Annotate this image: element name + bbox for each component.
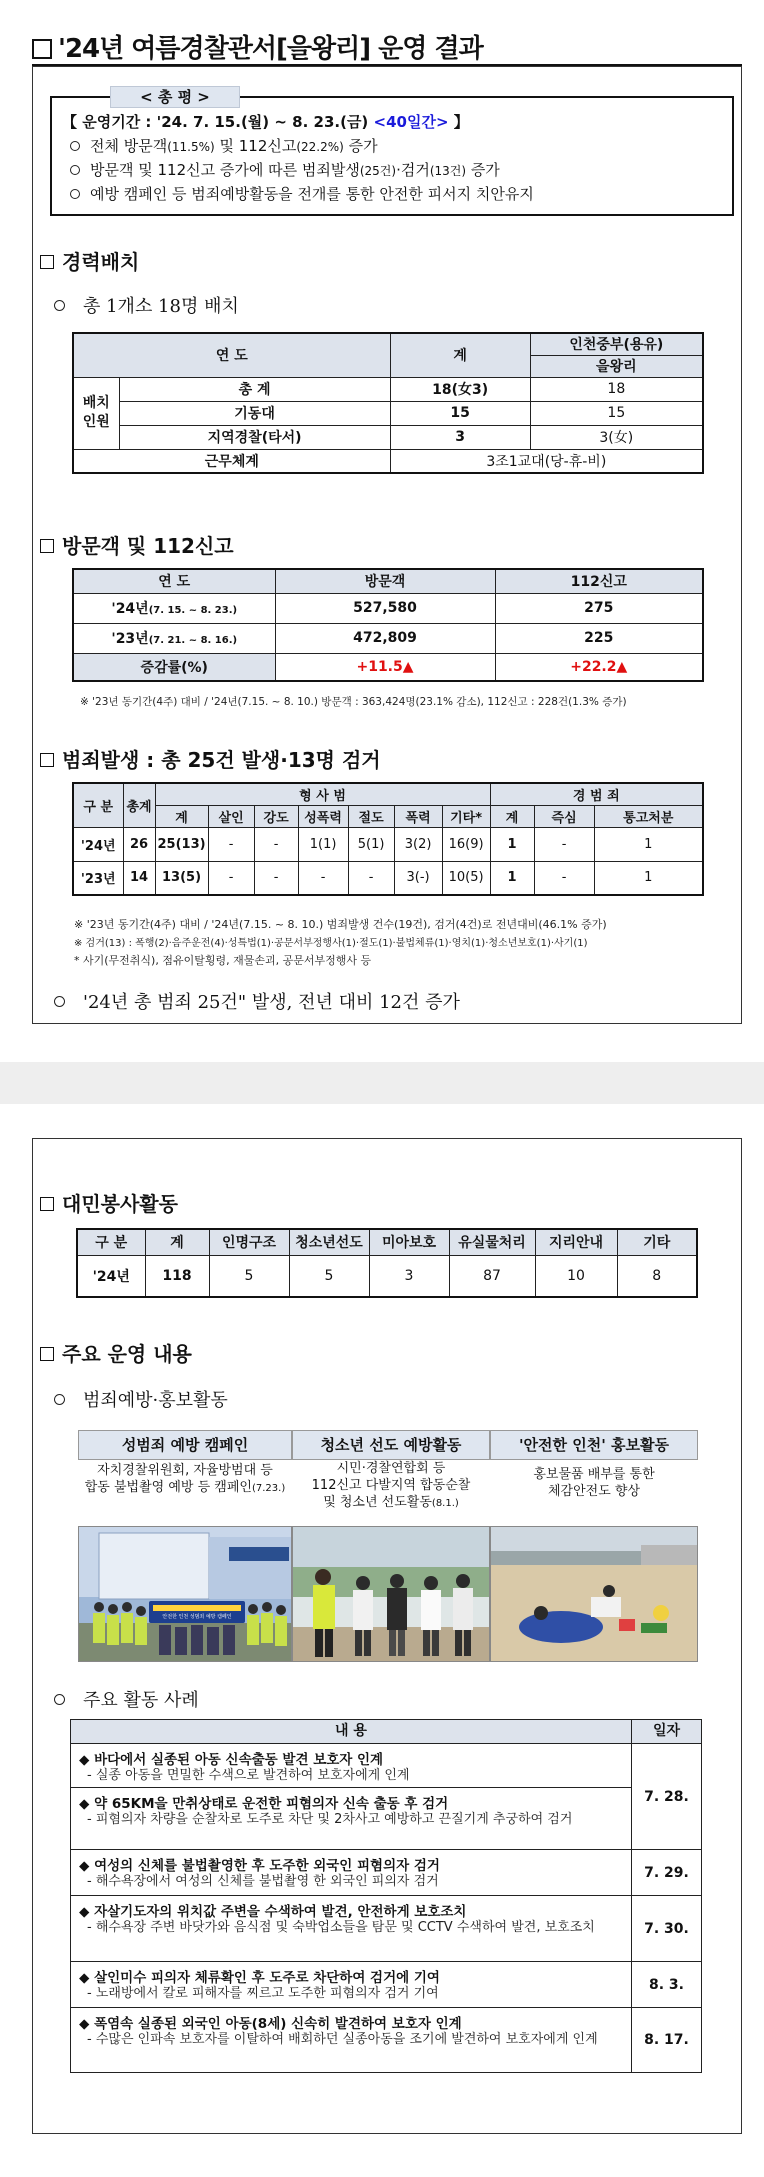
th-etc: 기타 [617, 1229, 697, 1255]
page-gap [0, 1062, 764, 1104]
crime-cell: 3(-) [394, 861, 442, 895]
visitors-cell: 472,809 [275, 623, 495, 653]
desc-date: (8.1.) [431, 1498, 459, 1509]
section-visitors [40, 530, 234, 559]
bullet-end: 증가 [343, 137, 378, 155]
bullet-icon [70, 141, 80, 151]
crime-year: '23년 [73, 861, 123, 895]
th-rescue: 인명구조 [209, 1229, 289, 1255]
row-total: 15 [390, 401, 530, 425]
photo-label-youth: 청소년 선도 예방활동 [292, 1430, 490, 1460]
shift-label: 근무체계 [73, 449, 390, 473]
date-cell-1: 7. 28. [631, 1744, 701, 1850]
crime-cell: 25(13) [155, 827, 208, 861]
th-sub: 강도 [254, 805, 298, 827]
th-sub: 통고처분 [594, 805, 703, 827]
bullet-text: 전체 방문객 [90, 137, 168, 155]
activity-title: ◆ 폭염속 실종된 외국인 아동(8세) 신속히 발견하여 보호자 인계 [79, 2016, 462, 2032]
summary-period [62, 110, 722, 134]
photo-label-safe-incheon: '안전한 인천' 홍보활동 [490, 1430, 698, 1460]
shift-value: 3조1교대(당-휴-비) [390, 449, 703, 473]
bullet-count: (25건) [359, 164, 397, 178]
th-year: 연 도 [73, 333, 390, 377]
th-sub: 성폭력 [298, 805, 348, 827]
photo-youth [292, 1526, 490, 1662]
section-crime [40, 744, 381, 773]
square-icon [40, 753, 54, 767]
sub-text: 총 1개소 18명 배치 [83, 296, 239, 317]
period: (7. 21. ~ 8. 16.) [148, 635, 238, 646]
activity-row-4 [71, 1896, 631, 1962]
date-cell-2: 7. 29. [631, 1850, 701, 1896]
photo-campaign [78, 1526, 292, 1662]
activity-table [70, 1719, 702, 2073]
period: (7. 15. ~ 8. 23.) [148, 605, 238, 616]
crime-cell: - [254, 827, 298, 861]
year: '23년 [111, 631, 149, 647]
th-total: 계 [390, 333, 530, 377]
desc-date: (7.23.) [251, 1483, 286, 1494]
activity-row-3 [71, 1850, 631, 1896]
activity-row-1 [71, 1744, 631, 1788]
row-total: 18(女3) [390, 377, 530, 401]
crime-cell: 1 [490, 861, 534, 895]
section-service [40, 1188, 178, 1217]
sub-text: 범죄예방·홍보활동 [83, 1390, 228, 1411]
activity-title: ◆ 자살기도자의 위치값 주변을 수색하여 발견, 안전하게 보호조치 [79, 1904, 467, 1920]
visitors-cell: 527,580 [275, 593, 495, 623]
crime-cell: 1(1) [298, 827, 348, 861]
calls-cell: 275 [495, 593, 703, 623]
crime-cell: 13(5) [155, 861, 208, 895]
th-place: 을왕리 [530, 355, 703, 377]
activity-row-2 [71, 1788, 631, 1850]
th-visitors: 방문객 [275, 569, 495, 593]
service-cell: 87 [449, 1255, 535, 1297]
activity-desc: - 수많은 인파속 보호자를 이탈하여 배회하던 실종아동을 조기에 발견하여 보호자에게 인계 [87, 2032, 598, 2047]
th-region: 인천중부(용유) [530, 333, 703, 355]
page-title [32, 28, 483, 65]
square-icon [40, 255, 54, 269]
crime-cell: - [298, 861, 348, 895]
crime-cell: - [534, 861, 594, 895]
group-label: 배치 인원 [73, 377, 119, 449]
crime-cell: - [348, 861, 394, 895]
desc-text: 및 청소년 선도활동 [323, 1495, 432, 1510]
th-lostitems: 유실물처리 [449, 1229, 535, 1255]
square-icon [40, 539, 54, 553]
summary-bullet-3 [62, 182, 722, 206]
photo-desc-safe-incheon [490, 1466, 698, 1500]
row-place: 18 [530, 377, 703, 401]
photo-label-campaign: 성범죄 예방 캠페인 [78, 1430, 292, 1460]
summary-bullet-2 [62, 158, 722, 182]
crime-cell: 16(9) [442, 827, 490, 861]
service-cell: 3 [369, 1255, 449, 1297]
activity-header-content: 내 용 [71, 1720, 631, 1744]
crime-note-2: ※ 검거(13) : 폭행(2)·음주운전(4)·성특법(1)·공문서부정행사(1)·절도(1)·불법체류(1)·영치(1)·청소년보호(1)·사기(1) [74, 938, 588, 949]
bullet-pct: (11.5%) [167, 140, 215, 154]
visitors-table [72, 568, 704, 682]
th-youth: 청소년선도 [289, 1229, 369, 1255]
date-cell-4: 8. 3. [631, 1962, 701, 2008]
square-icon [40, 1347, 54, 1361]
sub-text: '24년 총 범죄 25건" 발생, 전년 대비 12건 증가 [83, 992, 460, 1013]
row-label: 총 계 [119, 377, 390, 401]
service-table [76, 1228, 698, 1298]
crime-cell: - [208, 827, 254, 861]
th-sub: 절도 [348, 805, 394, 827]
change-label: 증감률(%) [73, 653, 275, 681]
photo-desc-youth [292, 1460, 490, 1512]
activity-title: ◆ 여성의 신체를 불법촬영한 후 도주한 외국인 피혐의자 검거 [79, 1858, 440, 1874]
change-visitors: +11.5▲ [275, 653, 495, 681]
row-label: 지역경찰(타서) [119, 425, 390, 449]
th-minor: 경 범 죄 [490, 783, 703, 805]
service-cell: 5 [289, 1255, 369, 1297]
th-total: 총계 [123, 783, 155, 827]
desc-line: 자치경찰위원회, 자율방범대 등 [97, 1463, 273, 1478]
th-sub: 폭력 [394, 805, 442, 827]
year: '24년 [111, 601, 149, 617]
summary-bullet-1 [62, 134, 722, 158]
section-title: 범죄발생 : 총 25건 발생·13명 검거 [62, 748, 381, 772]
period-end: 】 [453, 113, 469, 131]
row-place: 15 [530, 401, 703, 425]
activity-header-date: 일자 [631, 1720, 701, 1744]
desc-line: 체감안전도 향상 [547, 1484, 641, 1499]
crime-total: 26 [123, 827, 155, 861]
bullet-pct: (22.2%) [296, 140, 344, 154]
crime-total: 14 [123, 861, 155, 895]
checkbox-icon [32, 39, 52, 59]
change-calls: +22.2▲ [495, 653, 703, 681]
ring-bullet-icon [54, 300, 65, 311]
crime-year: '24년 [73, 827, 123, 861]
bullet-icon [70, 189, 80, 199]
th-criminal: 형 사 범 [155, 783, 490, 805]
th-sub: 살인 [208, 805, 254, 827]
section-title: 방문객 및 112신고 [62, 534, 234, 558]
crime-note-3: * 사기(무전취식), 점유이탈횡령, 재물손괴, 공문서부정행사 등 [74, 954, 372, 967]
visitors-note: ※ '23년 동기간(4주) 대비 / '24년(7.15. ~ 8. 10.) 방문객 : 363,424명(23.1% 감소), 112신고 : 228건(1.3% 증가) [80, 696, 627, 708]
desc-line: 112신고 다발지역 합동순찰 [311, 1478, 471, 1493]
activity-title: ◆ 바다에서 실종된 아동 신속출동 발견 보호자 인계 [79, 1752, 384, 1768]
th-calls: 112신고 [495, 569, 703, 593]
service-cell: 10 [535, 1255, 617, 1297]
desc-line: 홍보물품 배부를 통한 [533, 1467, 655, 1482]
activity-row-6 [71, 2008, 631, 2072]
crime-sub [54, 988, 460, 1014]
th-directions: 지리안내 [535, 1229, 617, 1255]
bullet-count: (13건) [429, 164, 467, 178]
desc-line [292, 1494, 490, 1512]
activity-desc: - 피혐의자 차량을 순찰차로 도주로 차단 및 2차사고 예방하고 끈질기게 추궁하여 검거 [87, 1812, 573, 1827]
crime-cell: 10(5) [442, 861, 490, 895]
service-year: '24년 [77, 1255, 145, 1297]
service-cell: 5 [209, 1255, 289, 1297]
section-title: 주요 운영 내용 [62, 1342, 192, 1366]
activity-desc: - 해수욕장 주변 바닷가와 음식점 및 숙박업소들을 탐문 및 CCTV 수색하여 발견, 보호조치 [87, 1920, 595, 1935]
th-year: 연 도 [73, 569, 275, 593]
bullet-mid: 및 112신고 [214, 137, 297, 155]
th-sub: 즉심 [534, 805, 594, 827]
crime-cell: 1 [594, 861, 703, 895]
photo-safe-incheon [490, 1526, 698, 1662]
section-staff [40, 246, 139, 275]
activity-desc: - 노래방에서 칼로 피해자를 찌르고 도주한 피혐의자 검거 기여 [87, 1986, 439, 2001]
section-operations [40, 1338, 192, 1367]
row-place: 3(女) [530, 425, 703, 449]
operations-sub-1 [54, 1386, 228, 1412]
bullet-end: 증가 [466, 161, 500, 179]
campaign-banner: 안전한 인천 성범죄 예방 캠페인 [162, 1614, 232, 1620]
crime-cell: 1 [490, 827, 534, 861]
th-type: 구 분 [73, 783, 123, 827]
square-icon [40, 1197, 54, 1211]
section-title: 대민봉사활동 [62, 1192, 178, 1216]
bullet-mid: ·검거 [396, 161, 430, 179]
staff-sub [54, 292, 239, 318]
activity-desc: - 실종 아동을 면밀한 수색으로 발견하여 보호자에게 인계 [87, 1768, 410, 1783]
activity-desc: - 해수욕장에서 여성의 신체를 불법촬영 한 외국인 피의자 검거 [87, 1874, 439, 1889]
period-label: 【 운영기간 : '24. 7. 15.(월) ~ 8. 23.(금) [62, 113, 369, 131]
summary-tag: < 총 평 > [110, 86, 240, 108]
row-label: 기동대 [119, 401, 390, 425]
th-sub: 계 [490, 805, 534, 827]
bullet-icon [70, 165, 80, 175]
period-days: <40일간> [373, 113, 449, 131]
desc-text: 합동 불법촬영 예방 등 캠페인 [84, 1480, 252, 1495]
service-total: 118 [145, 1255, 209, 1297]
crime-cell: 3(2) [394, 827, 442, 861]
page-1 [0, 0, 764, 1062]
th-lostchild: 미아보호 [369, 1229, 449, 1255]
date-cell-5: 8. 17. [631, 2008, 701, 2072]
operations-sub-2 [54, 1686, 199, 1712]
activity-row-5 [71, 1962, 631, 2008]
crime-table [72, 782, 704, 896]
desc-line: 시민·경찰연합회 등 [336, 1461, 446, 1476]
desc-line [78, 1479, 292, 1497]
title-text: '24년 여름경찰관서[을왕리] 운영 결과 [58, 34, 483, 64]
crime-cell: - [208, 861, 254, 895]
photo-desc-campaign [78, 1462, 292, 1497]
th-sub: 계 [155, 805, 208, 827]
th-sub: 기타* [442, 805, 490, 827]
bullet-text: 방문객 및 112신고 증가에 따른 범죄발생 [90, 161, 360, 179]
staff-table [72, 332, 704, 474]
section-title: 경력배치 [62, 250, 140, 274]
crime-cell: 5(1) [348, 827, 394, 861]
service-cell: 8 [617, 1255, 697, 1297]
ring-bullet-icon [54, 1394, 65, 1405]
sub-text: 주요 활동 사례 [83, 1690, 199, 1711]
youth-photo-illustration [293, 1527, 490, 1662]
campaign-photo-illustration [79, 1527, 292, 1662]
ring-bullet-icon [54, 996, 65, 1007]
year-cell [73, 623, 275, 653]
row-total: 3 [390, 425, 530, 449]
summary-box [50, 96, 734, 216]
bullet-text: 예방 캠페인 등 범죄예방활동을 전개를 통한 안전한 피서지 치안유지 [90, 185, 534, 203]
th-total: 계 [145, 1229, 209, 1255]
beach-photo-illustration [491, 1527, 698, 1662]
crime-cell: - [534, 827, 594, 861]
crime-note-1: ※ '23년 동기간(4주) 대비 / '24년(7.15. ~ 8. 10.) 범죄발생 건수(19건), 검거(4건)로 전년대비(46.1% 증가) [74, 918, 607, 931]
th-type: 구 분 [77, 1229, 145, 1255]
date-cell-3: 7. 30. [631, 1896, 701, 1962]
crime-cell: - [254, 861, 298, 895]
activity-title: ◆ 살인미수 피의자 체류확인 후 도주로 차단하여 검거에 기여 [79, 1970, 440, 1986]
ring-bullet-icon [54, 1694, 65, 1705]
activity-title: ◆ 약 65KM을 만취상태로 운전한 피혐의자 신속 출동 후 검거 [79, 1796, 449, 1812]
crime-cell: 1 [594, 827, 703, 861]
year-cell [73, 593, 275, 623]
calls-cell: 225 [495, 623, 703, 653]
